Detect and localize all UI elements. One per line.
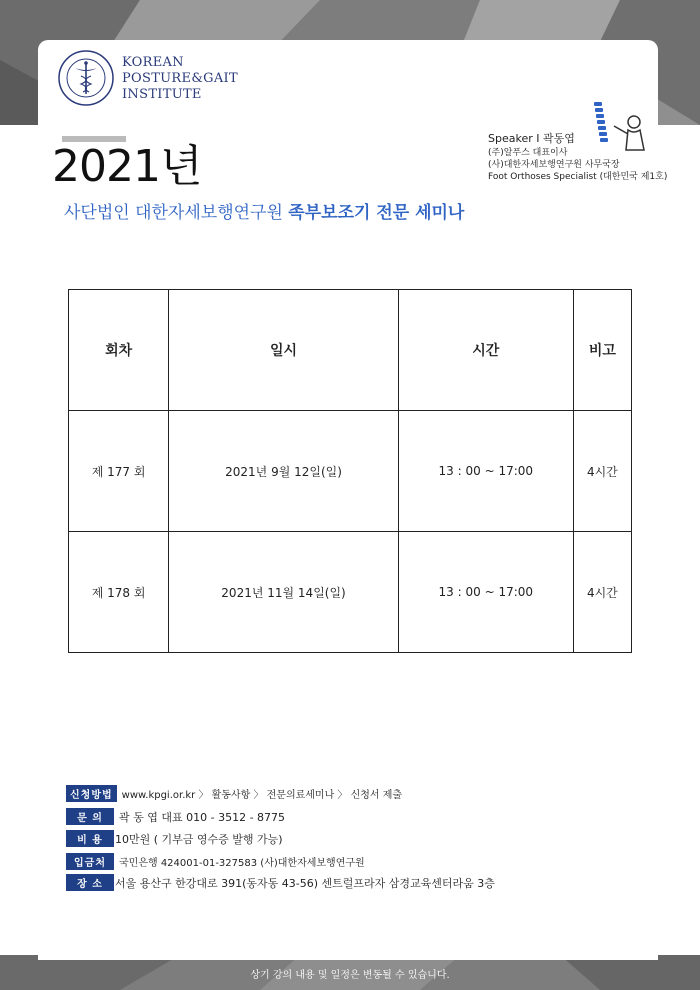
year-heading: 2021년 (52, 141, 202, 192)
institute-logo-text (122, 55, 238, 103)
account-value: 국민은행 424001-01-327583 (사)대한자세보행연구원 (119, 858, 365, 869)
info-fee (66, 830, 283, 847)
fee-tag: 비 용 (66, 830, 114, 847)
info-contact (66, 808, 285, 825)
cell-note: 4시간 (573, 411, 631, 532)
cell-time: 13 : 00 ~ 17:00 (398, 411, 573, 532)
header-note: 비고 (573, 290, 631, 411)
header-time: 시간 (398, 290, 573, 411)
place-tag: 장 소 (66, 874, 114, 891)
place-value: 서울 용산구 한강대로 391(동자동 43-56) 센트럴프라자 삼경교육센터라움 3층 (115, 876, 495, 890)
header-date: 일시 (169, 290, 399, 411)
apply-tag: 신청방법 (66, 785, 117, 802)
speaker-illustration-icon (588, 100, 656, 160)
header-session: 회차 (69, 290, 169, 411)
schedule-table (68, 289, 632, 653)
seminar-title-plain: 사단법인 대한자세보행연구원 (64, 203, 289, 223)
cell-date: 2021년 9월 12일(일) (169, 411, 399, 532)
info-place (66, 874, 495, 891)
fee-value: 10만원 ( 기부금 영수증 발행 가능) (115, 832, 283, 846)
cell-session: 제 178 회 (69, 532, 169, 653)
apply-value[interactable]: www.kpgi.or.kr 〉 활동사항 〉 전문의료세미나 〉 신청서 제출 (121, 790, 403, 801)
institute-logo-emblem (58, 50, 114, 106)
speaker-role-3: Foot Orthoses Specialist (대한민국 제1호) (488, 172, 668, 182)
cell-session: 제 177 회 (69, 411, 169, 532)
account-tag: 입금처 (66, 853, 114, 870)
logo-line-1: KOREAN (122, 55, 184, 70)
footer-notice: 상기 강의 내용 및 일정은 변동될 수 있습니다. (250, 970, 450, 981)
contact-value: 곽 동 엽 대표 010 - 3512 - 8775 (119, 810, 286, 824)
seminar-title-bold: 족부보조기 전문 세미나 (288, 203, 465, 223)
cell-date: 2021년 11월 14일(일) (169, 532, 399, 653)
speaker-role-1: (주)알푸스 대표이사 (488, 148, 568, 158)
speaker-name: Speaker I 곽동엽 (488, 132, 575, 145)
seminar-title (64, 198, 464, 223)
info-apply (66, 785, 402, 802)
contact-tag: 문 의 (66, 808, 114, 825)
logo-line-2: POSTURE&GAIT (122, 71, 238, 86)
table-row (69, 532, 632, 653)
cell-note: 4시간 (573, 532, 631, 653)
info-account (66, 853, 365, 870)
logo-line-3: INSTITUTE (122, 87, 202, 102)
cell-time: 13 : 00 ~ 17:00 (398, 532, 573, 653)
speaker-role-2: (사)대한자세보행연구원 사무국장 (488, 160, 620, 170)
table-row (69, 411, 632, 532)
table-header-row (69, 290, 632, 411)
